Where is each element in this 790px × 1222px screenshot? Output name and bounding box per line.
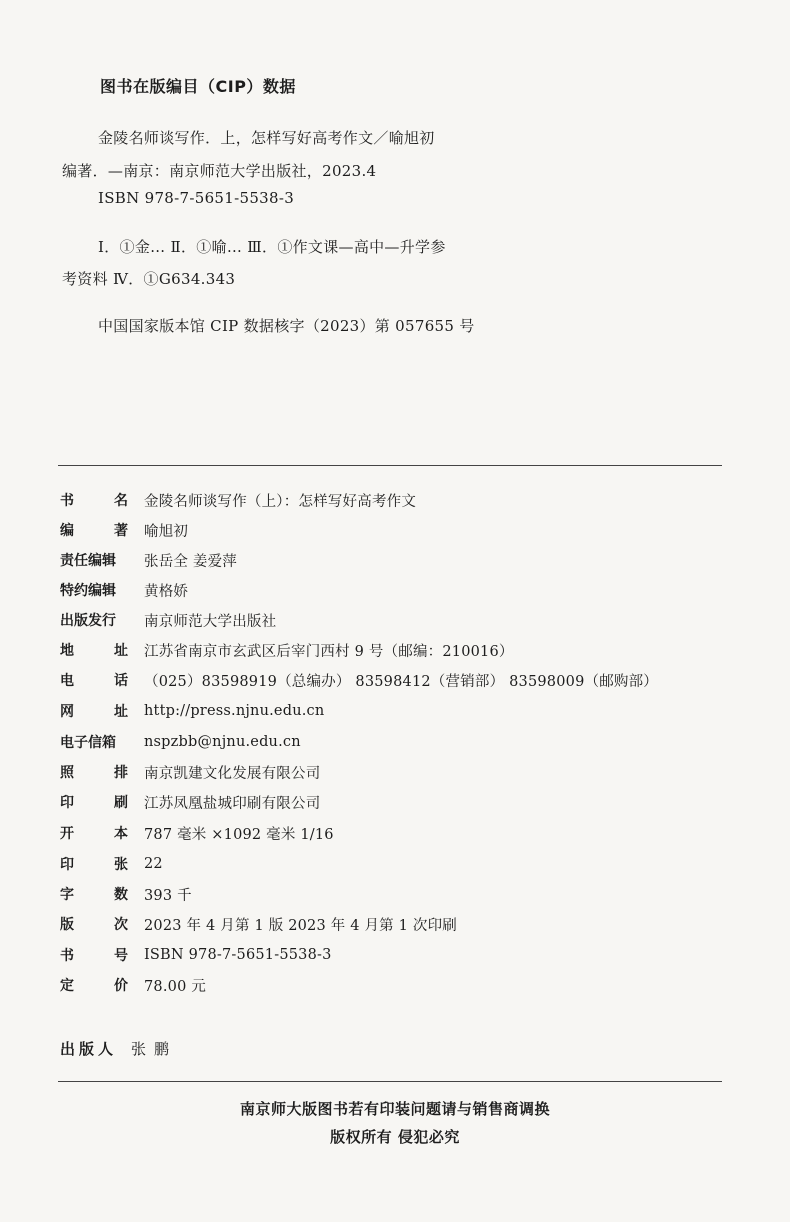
info-row-editor [60, 548, 237, 572]
info-value: nspzbb@njnu.edu.cn [144, 734, 301, 750]
info-label-char: 址 [114, 643, 128, 659]
info-label-char: 编 [60, 523, 74, 539]
info-row-phone [60, 668, 658, 692]
publisher-row [60, 1038, 177, 1059]
cip-line-4: Ⅰ．①金… Ⅱ．①喻… Ⅲ．①作文课—高中—升学参 [98, 238, 446, 256]
info-label-char: 电 [60, 673, 74, 689]
info-label-char: 刷 [114, 795, 128, 811]
cip-line-1: 金陵名师谈写作．上，怎样写好高考作文／喻旭初 [98, 129, 435, 147]
info-row-website [60, 699, 324, 723]
publisher-value: 张鹏 [131, 1040, 178, 1058]
info-value: 2023 年 4 月第 1 版 2023 年 4 月第 1 次印刷 [144, 917, 458, 934]
cip-line-3: ISBN 978-7-5651-5538-3 [98, 189, 295, 207]
info-label [60, 762, 128, 782]
info-label-char: 著 [114, 523, 128, 539]
info-value: 江苏凤凰盐城印刷有限公司 [144, 795, 321, 812]
info-label [60, 701, 128, 721]
bottom-divider [58, 1081, 722, 1082]
info-label-char: 书 [60, 493, 74, 509]
cip-title: 图书在版编目（CIP）数据 [100, 77, 296, 96]
info-label [60, 975, 128, 995]
info-row-price [60, 973, 206, 997]
info-row-printing [60, 790, 320, 814]
info-label: 出版发行 [60, 613, 116, 629]
info-label-char: 书 [60, 948, 74, 964]
top-divider [58, 465, 722, 466]
info-value: 393 千 [144, 887, 192, 904]
publisher-label: 出版人 [60, 1040, 118, 1058]
notice-line-1: 南京师大版图书若有印装问题请与销售商调换 [239, 1100, 550, 1118]
info-row-publisher [60, 608, 276, 632]
info-label-char: 照 [60, 765, 74, 781]
info-label-char: 价 [114, 978, 128, 994]
info-value: 787 毫米 ×1092 毫米 1/16 [144, 826, 334, 843]
info-row-sheets [60, 852, 163, 876]
info-value: 金陵名师谈写作（上）：怎样写好高考作文 [144, 493, 417, 510]
info-label-char: 话 [114, 673, 128, 689]
info-value: （025）83598919（总编办） 83598412（营销部） 83598009（邮购部） [144, 673, 659, 690]
info-label-char: 名 [114, 493, 128, 509]
info-value: 张岳全 姜爱萍 [144, 553, 238, 570]
info-row-email [60, 730, 301, 754]
info-value: 南京师范大学出版社 [144, 613, 277, 630]
info-label-char: 号 [114, 948, 128, 964]
info-label-char: 定 [60, 978, 74, 994]
info-value: 江苏省南京市玄武区后宰门西村 9 号（邮编：210016） [144, 643, 514, 660]
info-label [60, 914, 128, 934]
info-value: ISBN 978-7-5651-5538-3 [144, 947, 332, 963]
info-value: 黄格娇 [144, 583, 189, 600]
info-row-format [60, 821, 334, 845]
info-label-char: 张 [114, 857, 128, 873]
info-label: 电子信箱 [60, 735, 116, 751]
info-label-char: 排 [114, 765, 128, 781]
info-label: 特约编辑 [60, 583, 116, 599]
info-row-author [60, 518, 188, 542]
info-value: http://press.njnu.edu.cn [144, 703, 325, 719]
info-label-char: 开 [60, 826, 74, 842]
info-label-char: 字 [60, 887, 74, 903]
info-row-isbn [60, 943, 332, 967]
info-label-char: 网 [60, 704, 74, 720]
notice-line-2: 版权所有 侵犯必究 [330, 1128, 460, 1146]
info-row-title [60, 488, 416, 512]
cip-line-2: 编著．—南京：南京师范大学出版社，2023.4 [62, 162, 377, 180]
info-label [60, 670, 128, 690]
info-value: 南京凯建文化发展有限公司 [144, 765, 321, 782]
info-label: 责任编辑 [60, 553, 116, 569]
info-label [60, 792, 128, 812]
info-label [60, 884, 128, 904]
info-row-word-count [60, 882, 192, 906]
info-row-edition [60, 912, 457, 936]
info-label [60, 640, 128, 660]
info-label-char: 次 [114, 917, 128, 933]
info-label-char: 数 [114, 887, 128, 903]
info-row-special-editor [60, 578, 188, 602]
info-label [60, 490, 128, 510]
info-label-char: 印 [60, 795, 74, 811]
info-value: 22 [144, 856, 163, 872]
info-label-char: 版 [60, 917, 74, 933]
info-label-char: 地 [60, 643, 74, 659]
info-label [60, 854, 128, 874]
info-label-char: 印 [60, 857, 74, 873]
info-row-typesetting [60, 760, 320, 784]
cip-line-6: 中国国家版本馆 CIP 数据核字（2023）第 057655 号 [98, 317, 475, 335]
info-value: 78.00 元 [144, 978, 207, 995]
cip-line-5: 考资料 Ⅳ．①G634.343 [62, 270, 236, 288]
info-label [60, 823, 128, 843]
info-label [60, 945, 128, 965]
info-label [60, 520, 128, 540]
info-label-char: 本 [114, 826, 128, 842]
info-label-char: 址 [114, 704, 128, 720]
info-row-address [60, 638, 514, 662]
info-value: 喻旭初 [144, 523, 189, 540]
